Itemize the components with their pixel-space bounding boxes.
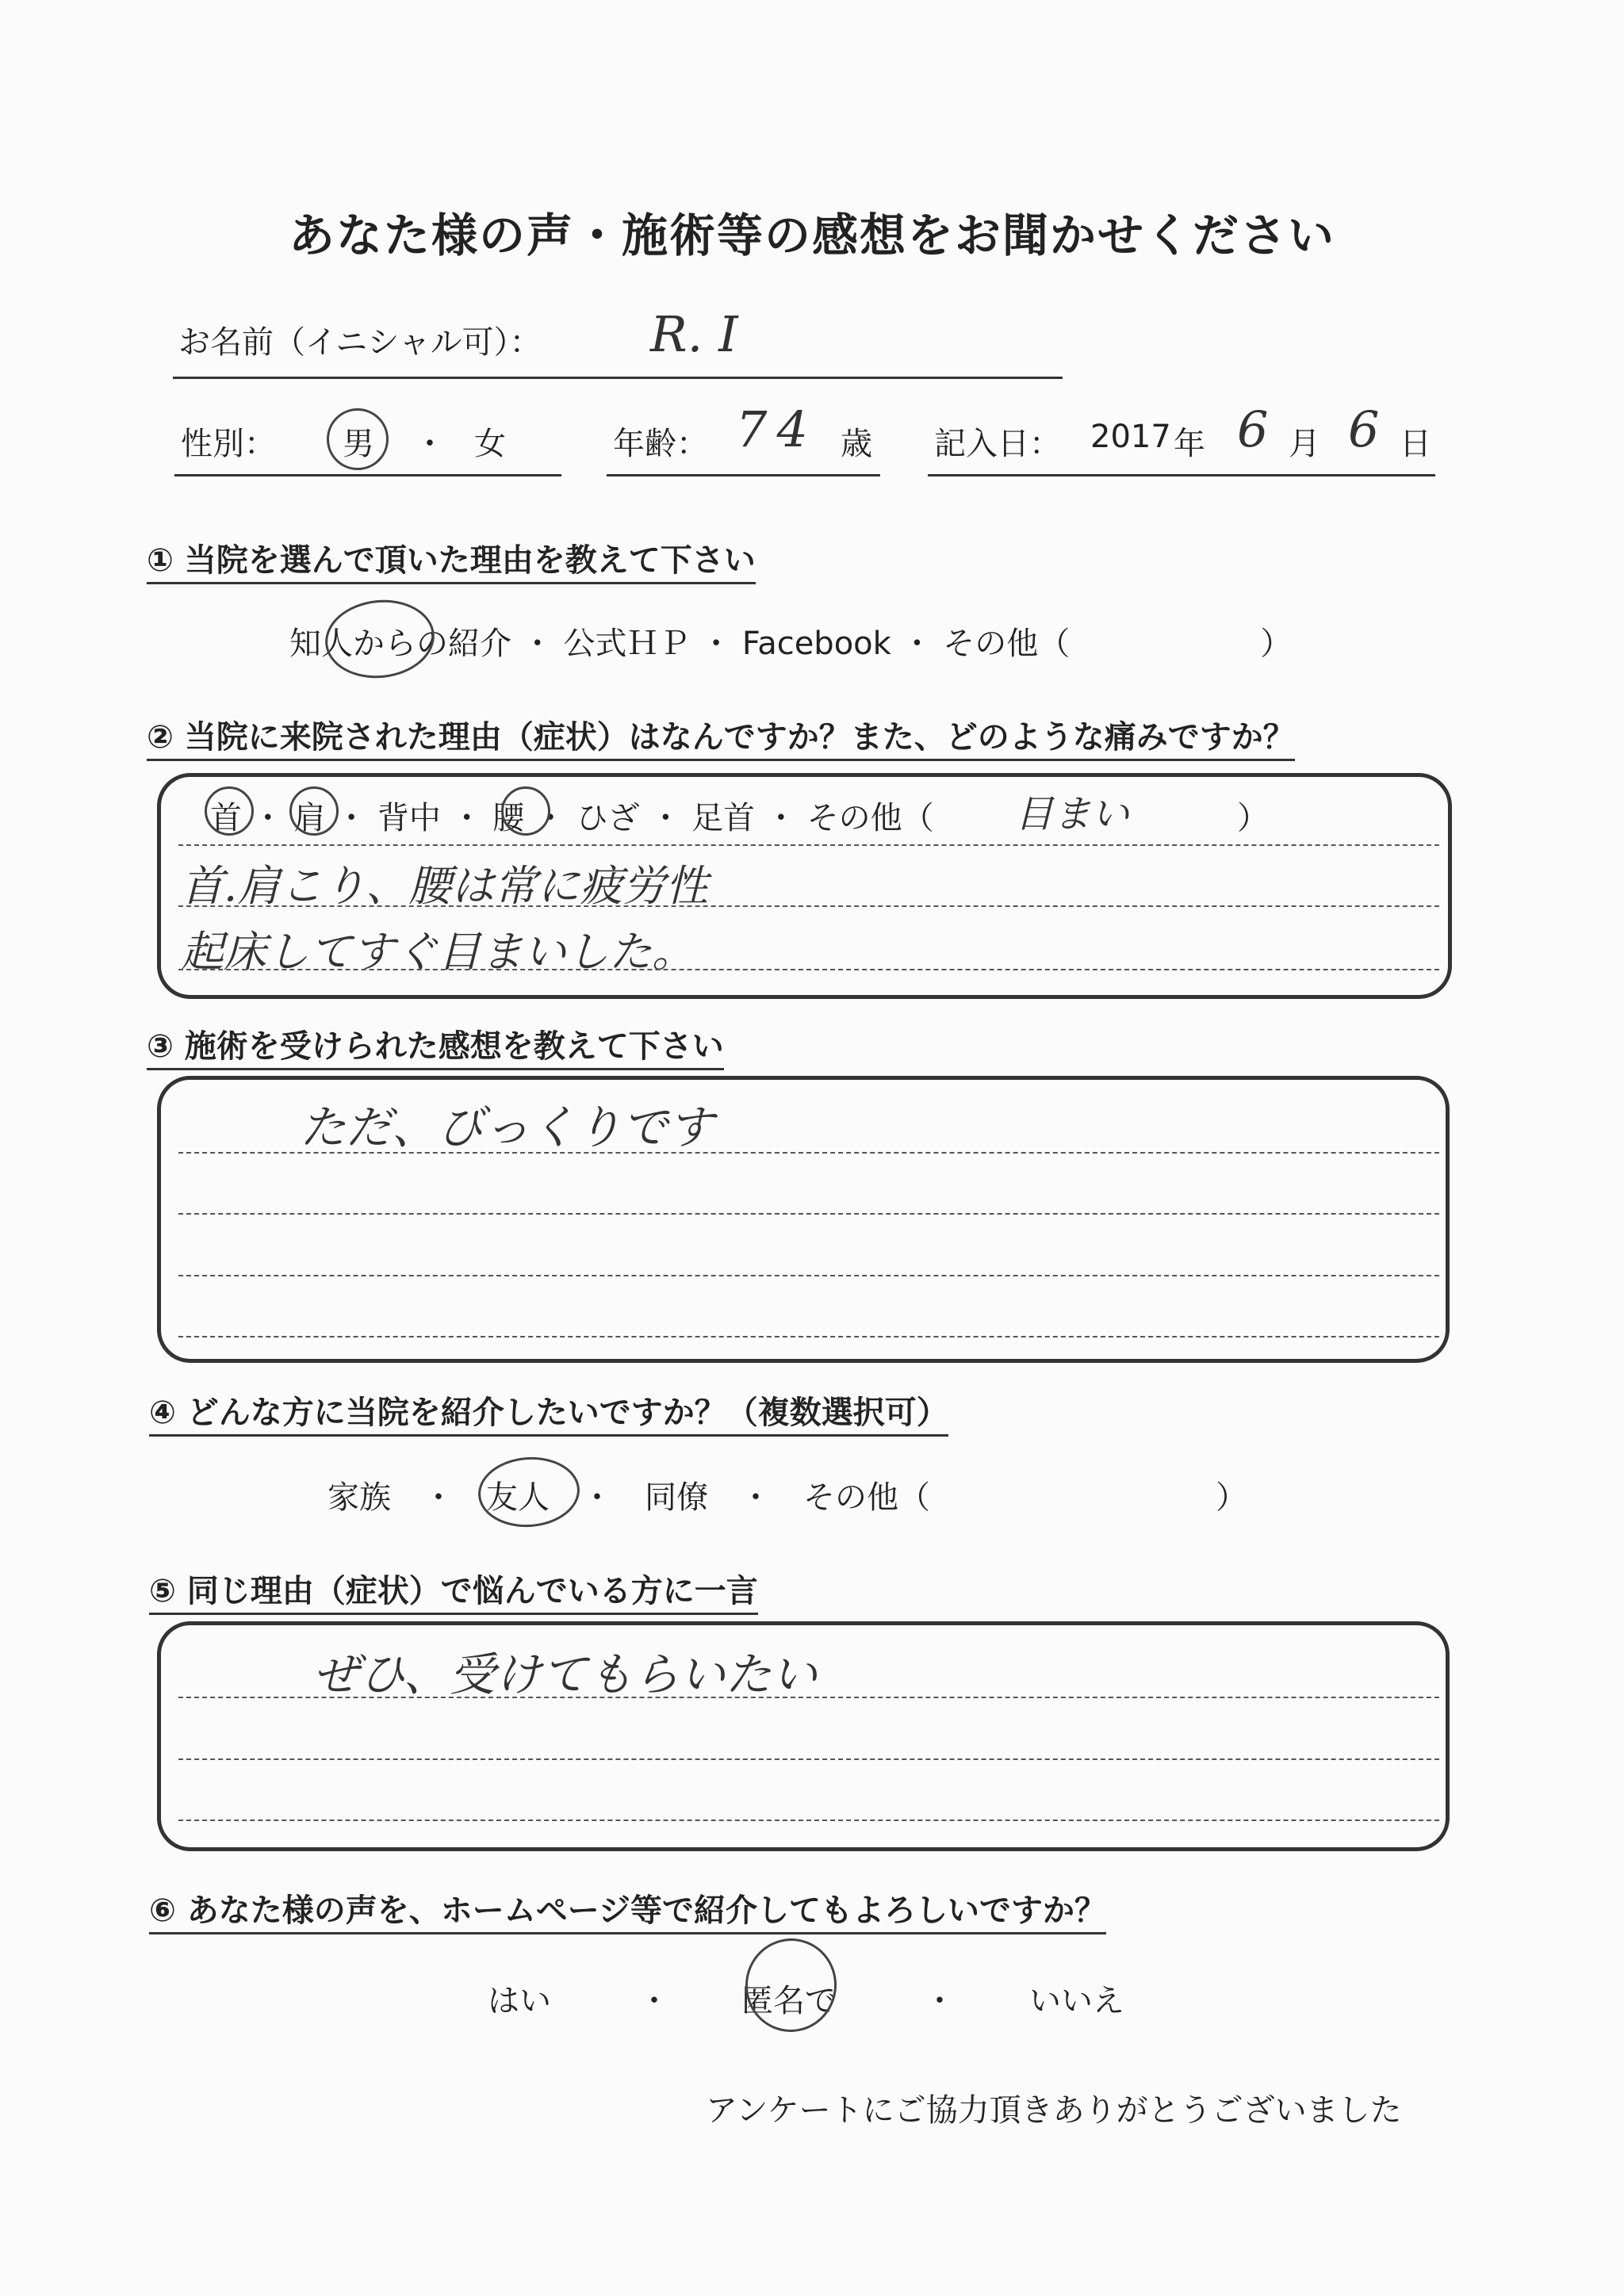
q5-answer-line-1[interactable]: ぜひ、受けてもらいたい [313, 1647, 818, 1701]
gender-female[interactable]: 女 [474, 426, 506, 462]
q2-shoulder-circle-mark [289, 786, 339, 836]
q4-friend-circle-mark [476, 1454, 582, 1531]
q6-separator-1: ・ [638, 1983, 670, 2019]
month-unit: 月 [1289, 426, 1320, 462]
q1-selection-circle-mark [321, 595, 438, 683]
q2-title: ② 当院に来院された理由（症状）はなんですか？また、どのような痛みですか？ [147, 712, 1295, 761]
name-underline [173, 377, 1063, 379]
gender-separator: ・ [414, 426, 446, 462]
q3-answer-line-1[interactable]: ただ、びっくりです [300, 1100, 714, 1154]
q5-dashed-line-2 [178, 1758, 1439, 1760]
q5-dashed-line-1 [178, 1697, 1439, 1698]
q2-options[interactable]: 首 ・ 肩 ・ 背中 ・ 腰 ・ ひざ ・ 足首 ・ その他（ [210, 800, 934, 836]
q2-waist-circle-mark [501, 786, 550, 836]
gender-male[interactable]: 男 [343, 426, 374, 462]
page-title: あなた様の声・施術等の感想をお聞かせください [288, 209, 1335, 262]
date-day[interactable]: 6 [1348, 400, 1380, 458]
age-unit: 歳 [841, 426, 872, 462]
q6-option-no[interactable]: いいえ [1029, 1983, 1124, 2019]
q5-dashed-line-3 [178, 1820, 1439, 1821]
q6-anonymous-circle-mark [739, 1933, 842, 2038]
q3-dashed-line-3 [178, 1275, 1439, 1276]
q2-dashed-line-1 [178, 844, 1439, 846]
date-label: 記入日： [934, 426, 1061, 462]
q2-dashed-line-2 [178, 905, 1439, 907]
date-underline [928, 474, 1435, 476]
q2-options-close: ） [1237, 800, 1269, 836]
q1-options[interactable]: 知人からの紹介 ・ 公式ＨＰ ・ Facebook ・ その他（ ） [289, 626, 1293, 662]
q5-title: ⑤ 同じ理由（症状）で悩んでいる方に一言 [149, 1566, 758, 1615]
gender-underline [174, 474, 561, 476]
q2-neck-circle-mark [205, 786, 254, 836]
age-label: 年齢： [613, 426, 708, 462]
age-value[interactable]: 74 [736, 400, 818, 458]
q3-dashed-line-2 [178, 1213, 1439, 1215]
q3-dashed-line-4 [178, 1336, 1439, 1337]
day-unit: 日 [1400, 426, 1431, 462]
q6-option-yes[interactable]: はい [488, 1983, 551, 2019]
q6-separator-2: ・ [924, 1983, 956, 2019]
q6-option-anonymous[interactable]: 匿名で [741, 1983, 837, 2019]
q2-answer-line-2[interactable]: 起床してすぐ目まいした。 [181, 927, 695, 977]
gender-male-circle-mark [327, 408, 389, 470]
thanks-message: アンケートにご協力頂きありがとうございました [706, 2092, 1402, 2129]
q4-title: ④ どんな方に当院を紹介したいですか？（複数選択可） [149, 1387, 948, 1437]
q3-title: ③ 施術を受けられた感想を教えて下さい [147, 1021, 724, 1070]
q4-options[interactable]: 家族 ・ 友人 ・ 同僚 ・ その他（ ） [327, 1479, 1247, 1516]
q2-other-value[interactable]: 目まい [1015, 792, 1130, 836]
date-month[interactable]: 6 [1237, 400, 1269, 458]
age-underline [607, 474, 880, 476]
name-label: お名前（イニシャル可）： [178, 324, 542, 361]
q3-dashed-line-1 [178, 1152, 1439, 1154]
year-unit: 年 [1174, 426, 1205, 462]
gender-label: 性別： [181, 426, 276, 462]
q2-dashed-line-3 [178, 969, 1439, 970]
date-year[interactable]: 2017 [1090, 419, 1171, 455]
q6-title: ⑥ あなた様の声を、ホームページ等で紹介してもよろしいですか？ [149, 1885, 1106, 1934]
q1-title: ① 当院を選んで頂いた理由を教えて下さい [147, 535, 756, 584]
name-value[interactable]: R. I [650, 305, 738, 363]
q2-answer-line-1[interactable]: 首.肩こり、腰は常に疲労性 [181, 861, 709, 911]
